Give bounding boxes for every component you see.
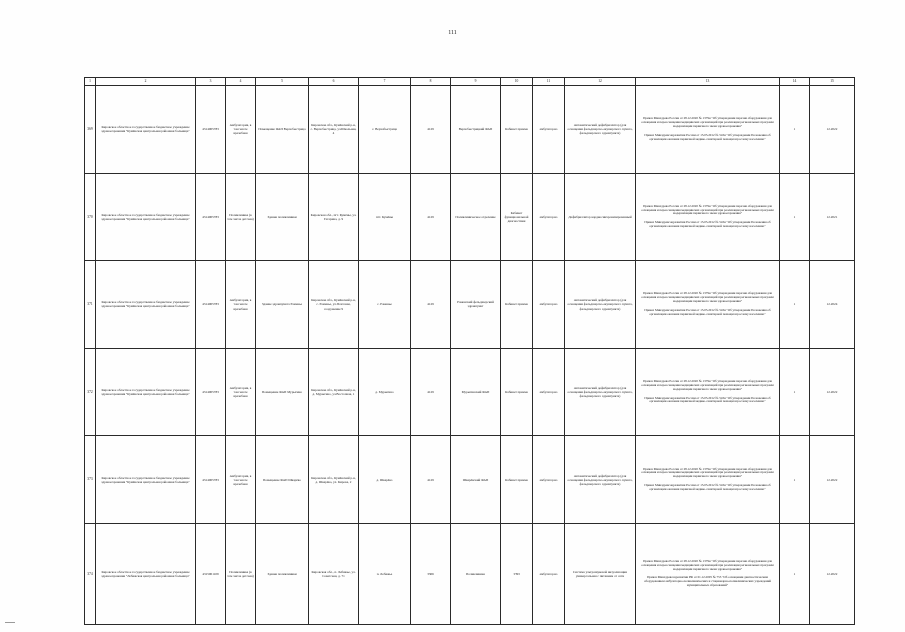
table-row [85,436,855,524]
column-number: 11 [533,78,565,86]
page-number: 111 [448,30,457,36]
cabinet: Кабинет функциональной диагностики [501,173,533,261]
inn: 4314005783 [196,436,226,524]
care-mode: амбулаторно [533,348,565,436]
code: 4129 [411,261,451,349]
quantity: 1 [780,261,810,349]
code: 4129 [411,173,451,261]
building: Помещение ФАП Шварёво [256,436,309,524]
building: Помещение ФАП Верхобыстрица [256,86,309,174]
unit-type: Поликлиника (в том числе детская) [226,173,256,261]
code: 4129 [411,86,451,174]
table-row [85,348,855,436]
column-number: 15 [810,78,855,86]
table-row [85,173,855,261]
order-text: Приказ Минздрава России от 28.12.2020 № 1379н "Об утверждении перечня оборудования для оснащения и переоснащения медицинских организаций при реализации региональных программ модернизации первичного звена здравоохранения" [641,291,774,304]
settlement: с. Верхобыстрица [359,86,411,174]
inn: 4314005783 [196,86,226,174]
column-number: 8 [411,78,451,86]
cabinet: Кабинет приема [501,348,533,436]
unit-type: Амбулатория, в том числе врачебная [226,436,256,524]
unit-type: Амбулатория, в том числе врачебная [226,86,256,174]
quantity: 1 [780,173,810,261]
address: Кировская обл., пгт. Кумёны, ул. Гагарина, д. 9 [309,173,359,261]
delivery-date: 12.2021 [810,173,855,261]
care-mode: амбулаторно [533,523,565,624]
order-text: Приказ Минздрава России от 28.12.2020 № 1379н "Об утверждении перечня оборудования для оснащения и переоснащения медицинских организаций при реализации региональных программ модернизации первичного звена здравоохранения" [641,558,774,571]
column-number: 12 [565,78,636,86]
delivery-date: 12.2024 [810,261,855,349]
column-number: 5 [256,78,309,86]
equipment-name: Автоматический дефибриллятор (для оснащения фельдшерско-акушерского пункта, фельдшерского здравпункта) [565,261,636,349]
address: Кировская обл., Кумёнский р-н, д. Шварёво, ул. Кирова, 2 [309,436,359,524]
table-row [85,86,855,174]
care-mode: амбулаторно [533,436,565,524]
column-number: 6 [309,78,359,86]
department: Шварёвский ФАП [451,436,501,524]
column-number: 2 [96,78,196,86]
equipment-name: Автоматический дефибриллятор (для оснащения фельдшерско-акушерского пункта, фельдшерского здравпункта) [565,86,636,174]
equipment-name: Автоматический дефибриллятор (для оснащения фельдшерско-акушерского пункта, фельдшерского здравпункта) [565,348,636,436]
unit-type: Амбулатория, в том числе врачебная [226,348,256,436]
code: 4129 [411,348,451,436]
department: Поликлиническое отделение [451,173,501,261]
inn: 4314005783 [196,348,226,436]
column-number: 9 [451,78,501,86]
unit-type: Поликлиника (в том числе детская) [226,523,256,624]
settlement: пгт. Кумёны [359,173,411,261]
cabinet: Кабинет приема [501,86,533,174]
department: Верхобыстрицкий ФАП [451,86,501,174]
column-number: 3 [196,78,226,86]
care-mode: амбулаторно [533,86,565,174]
building: Здание поликлиники [256,173,309,261]
code: 4129 [411,436,451,524]
column-number: 14 [780,78,810,86]
delivery-date: 12.2022 [810,86,855,174]
column-number: 7 [359,78,411,86]
legal-basis [636,523,780,624]
equipment-name: Дефибриллятор кардиосинхронизированный [565,173,636,261]
legal-basis [636,173,780,261]
organization-name: Кировское областное государственное бюджетное учреждение здравоохранения "Кумёнская центральная районная больница" [96,173,196,261]
department: Поликлиника [451,523,501,624]
cabinet: Кабинет приема [501,436,533,524]
order-text: Приказ Минздравсоцразвития России от 15.05.2012 № 543н "Об утверждении Положения об организации оказания первичной медико-санитарной помощи взрослому населению" [644,395,771,404]
order-text: Приказ Минздрава России от 28.12.2020 № 1379н "Об утверждении перечня оборудования для оснащения и переоснащения медицинских организаций при реализации региональных программ модернизации первичного звена здравоохранения" [641,378,774,391]
column-number-row [85,78,855,86]
settlement: с. Раменье [359,261,411,349]
building: Помещение ФАП Мурыгино [256,348,309,436]
legal-basis [636,348,780,436]
inn: 4314005783 [196,173,226,261]
row-number: 369 [85,86,96,174]
legal-basis [636,261,780,349]
order-text: Приказ Минздравсоцразвития России от 15.05.2012 № 543н "Об утверждении Положения об организации оказания первичной медико-санитарной помощи взрослому населению" [644,483,771,491]
organization-name: Кировское областное государственное бюджетное учреждение здравоохранения "Кумёнская центральная районная больница" [96,261,196,349]
order-text: Приказ Минздравсоцразвития РФ от 01.12.2005 № 753 "Об оснащении диагностическим оборудованием амбулаторно-поликлинических и стационарно-поликлинических учреждений муниципальных образований" [643,575,772,588]
department: Раменский фельдшерский здравпункт [451,261,501,349]
settlement: п. Лебяжье [359,523,411,624]
table-row [85,261,855,349]
address: Кировская обл., Кумёнский р-н, с. Верхобыстрица, ул.Школьная, 4 [309,86,359,174]
cabinet: УЗИ [501,523,533,624]
building: Здание поликлиники [256,523,309,624]
row-number: 374 [85,523,96,624]
inn: 4315001109 [196,523,226,624]
order-text: Приказ Минздрава России от 28.12.2020 № 1379н "Об утверждении перечня оборудования для оснащения и переоснащения медицинских организаций при реализации региональных программ модернизации первичного звена здравоохранения" [641,203,774,216]
building: Здание здравпункта Раменье [256,261,309,349]
care-mode: амбулаторно [533,261,565,349]
order-text: Приказ Минздравсоцразвития России от 15.05.2012 № 543н "Об утверждении Положения об организации оказания первичной медико-санитарной помощи взрослому населению" [644,220,771,229]
order-text: Приказ Минздрава России от 28.12.2020 № 1379н "Об утверждении перечня оборудования для оснащения и переоснащения медицинских организаций при реализации региональных программ модернизации первичного звена здравоохранения" [641,116,774,128]
row-number: 373 [85,436,96,524]
cabinet: Кабинет приема [501,261,533,349]
column-number: 10 [501,78,533,86]
order-text: Приказ Минздравсоцразвития России от 15.05.2012 № 543н "Об утверждении Положения об организации оказания первичной медико-санитарной помощи взрослому населению" [644,132,771,141]
unit-type: Амбулатория, в том числе врачебная [226,261,256,349]
equipment-registry-table [84,77,855,625]
order-text: Приказ Минздравсоцразвития России от 15.05.2012 № 543н "Об утверждении Положения об организации оказания первичной медико-санитарной помощи взрослому населению" [644,307,771,316]
row-number: 372 [85,348,96,436]
settlement: д. Шварёво [359,436,411,524]
scan-mark [5,622,15,623]
order-text: Приказ Минздрава России от 28.12.2020 № 1379н "Об утверждении перечня оборудования для оснащения и переоснащения медицинских организаций при реализации региональных программ модернизации первичного звена здравоохранения" [641,466,774,479]
quantity: 1 [780,523,810,624]
address: Кировская обл., Кумёнский р-н, д. Мурыгино, ул.Восточная, 1 [309,348,359,436]
delivery-date: 12.2022 [810,348,855,436]
legal-basis [636,436,780,524]
row-number: 371 [85,261,96,349]
code: 3306 [411,523,451,624]
delivery-date: 12.2022 [810,436,855,524]
legal-basis [636,86,780,174]
equipment-name: Система ультразвуковой визуализации универсальная с питанием от сети [565,523,636,624]
quantity: 1 [780,86,810,174]
care-mode: амбулаторно [533,173,565,261]
settlement: д. Мурыгино [359,348,411,436]
organization-name: Кировское областное государственное бюджетное учреждение здравоохранения "Кумёнская центральная районная больница" [96,436,196,524]
row-number: 370 [85,173,96,261]
column-number: 13 [636,78,780,86]
delivery-date: 12.2022 [810,523,855,624]
organization-name: Кировское областное государственное бюджетное учреждение здравоохранения "Лебяжская центральная районная больница" [96,523,196,624]
department: Мурыгинский ФАП [451,348,501,436]
address: Кировская обл., п. Лебяжье, ул. Советская, д. 71 [309,523,359,624]
inn: 4314005783 [196,261,226,349]
address: Кировская обл., Кумёнский р-н, с. Раменье, ул.Почтовая, сооружение 9 [309,261,359,349]
column-number: 1 [85,78,96,86]
organization-name: Кировское областное государственное бюджетное учреждение здравоохранения "Кумёнская центральная районная больница" [96,86,196,174]
organization-name: Кировское областное государственное бюджетное учреждение здравоохранения "Кумёнская центральная районная больница" [96,348,196,436]
table-row [85,523,855,624]
column-number: 4 [226,78,256,86]
quantity: 1 [780,436,810,524]
equipment-name: Автоматический дефибриллятор (для оснащения фельдшерско-акушерского пункта, фельдшерского здравпункта) [565,436,636,524]
quantity: 1 [780,348,810,436]
